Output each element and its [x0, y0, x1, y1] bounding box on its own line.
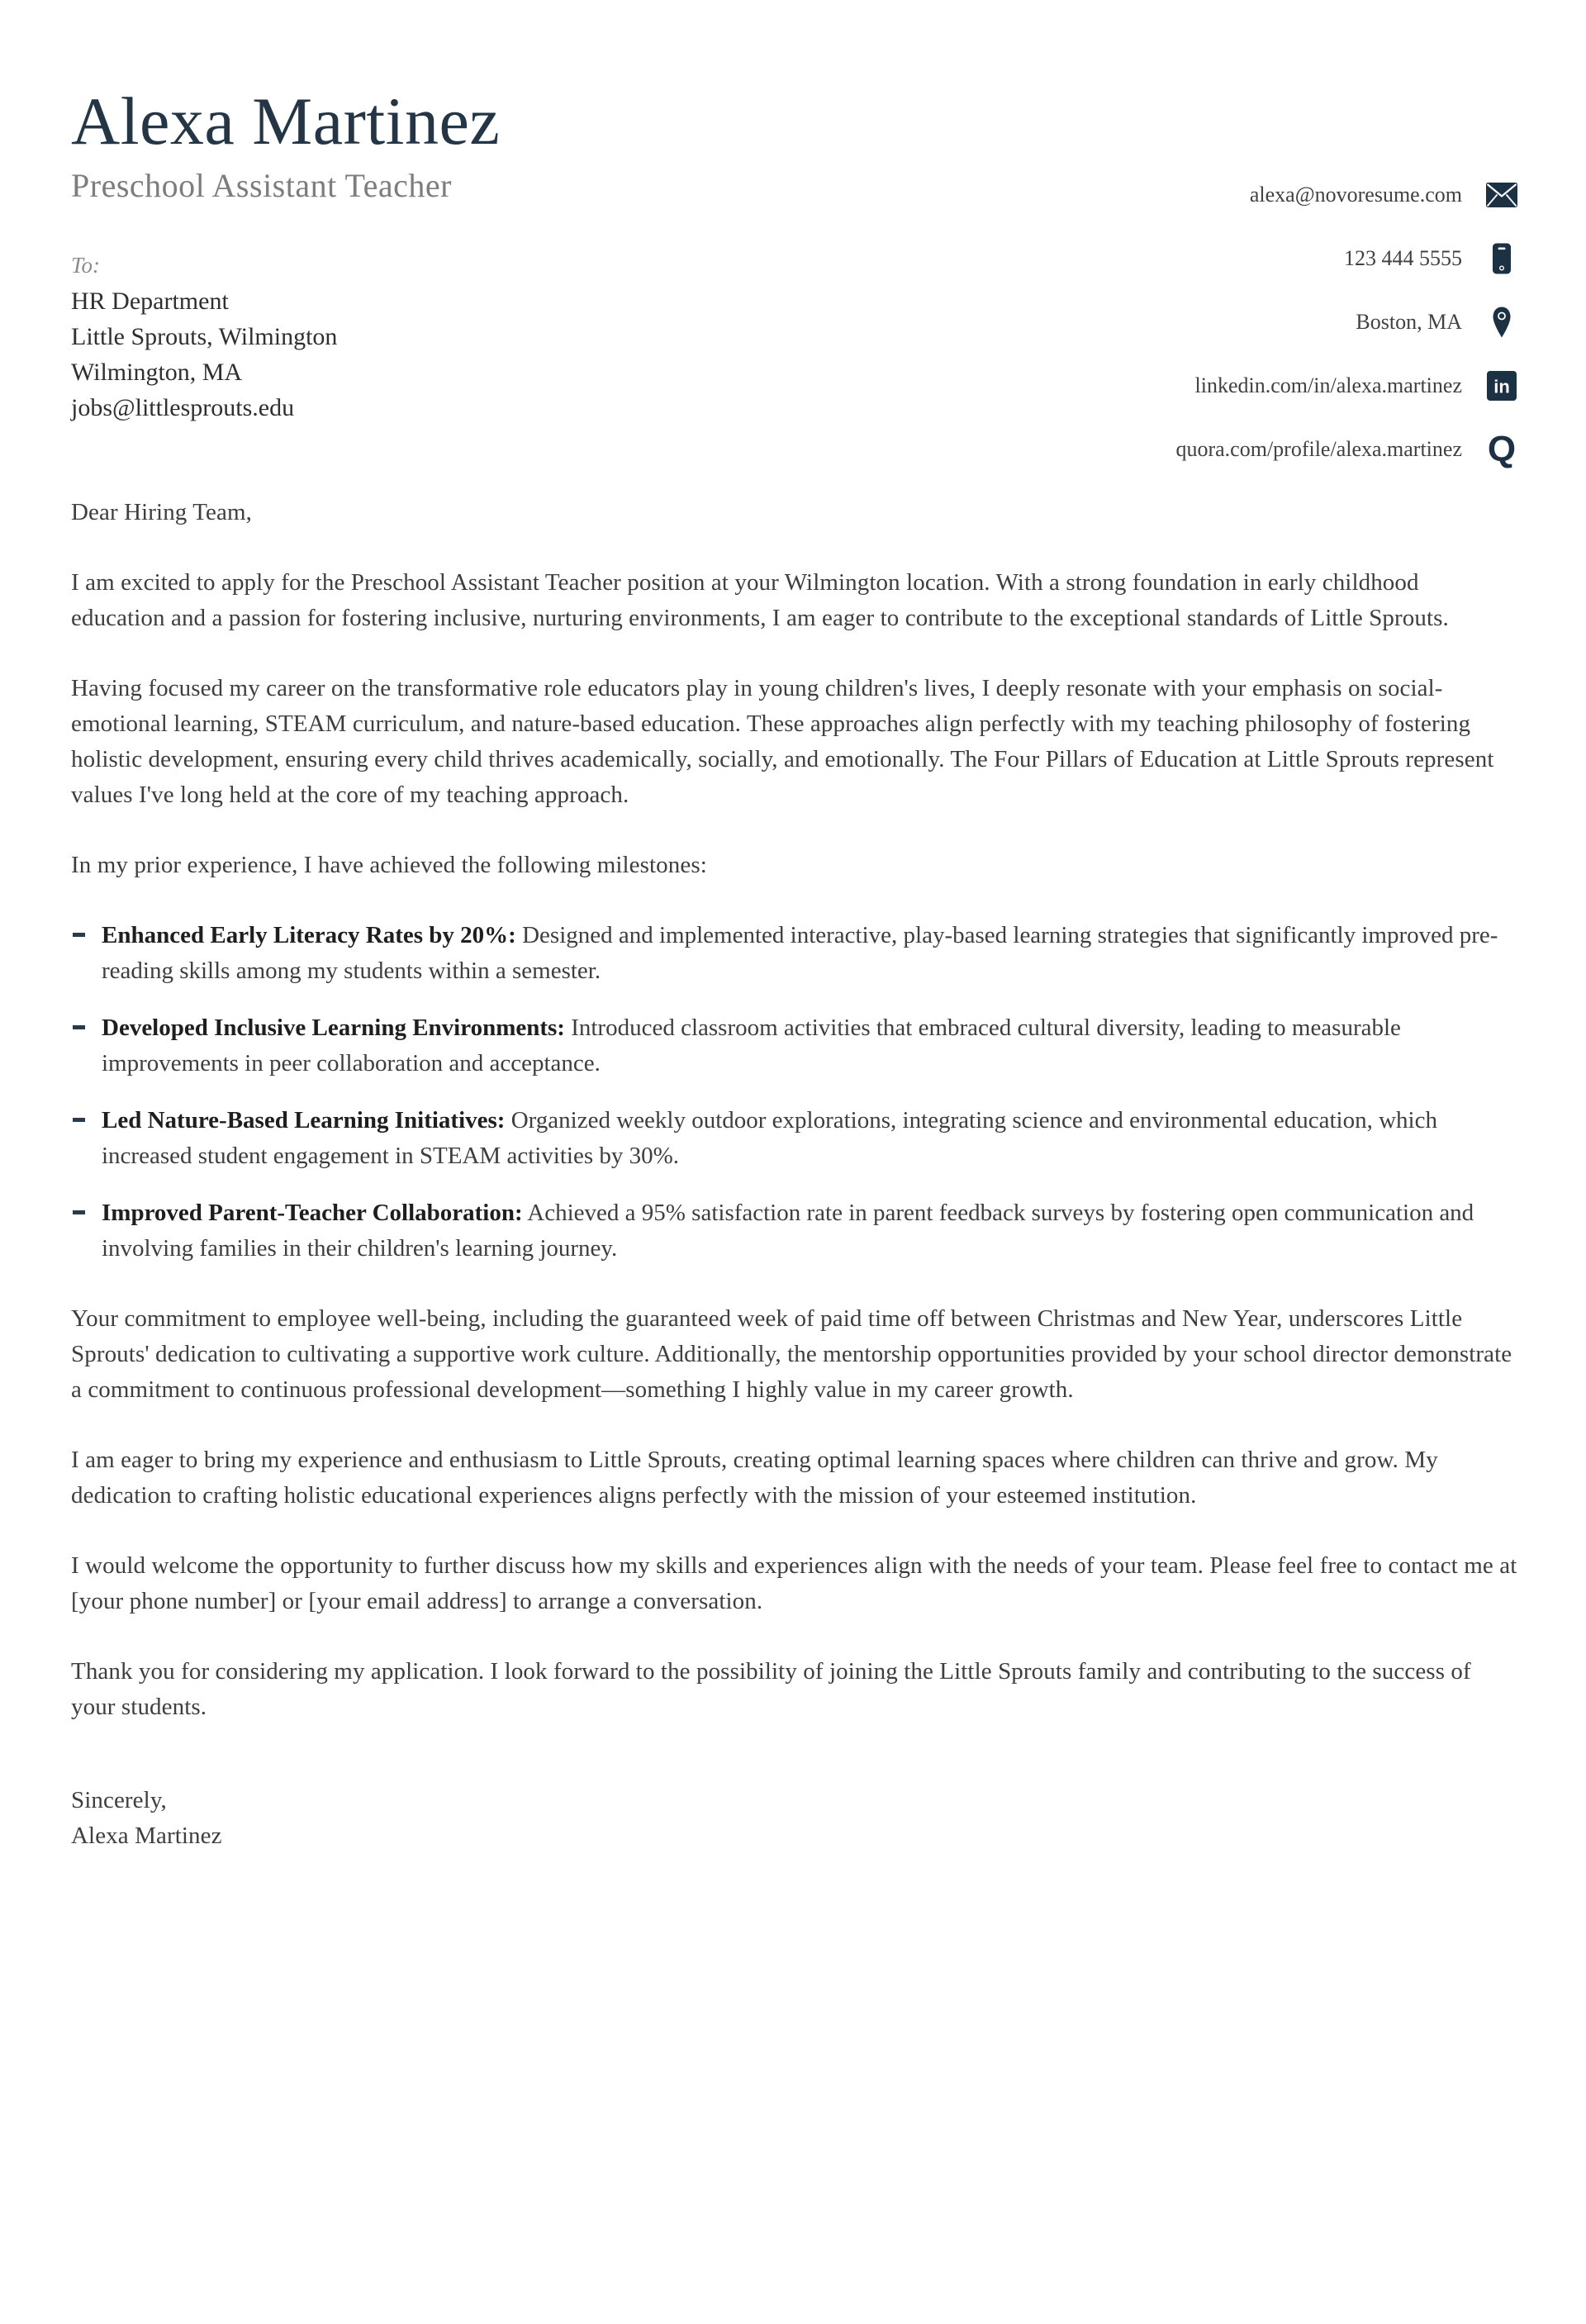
milestone-inclusive — [71, 1010, 1518, 1081]
paragraph-contact: I would welcome the opportunity to further discuss how my skills and experiences align with the needs of your team. Please feel free to contact me at [your phone number] or [your email address] to arrange a conversation. — [71, 1552, 1517, 1614]
phone-value: 123 444 5555 — [1344, 246, 1462, 270]
contact-row-linkedin — [1175, 369, 1518, 402]
contact-list — [1175, 178, 1518, 497]
quora-icon: Q — [1487, 429, 1517, 469]
milestone-lead: Enhanced Early Literacy Rates by 20%: — [102, 921, 516, 948]
signoff-block — [71, 1783, 1518, 1854]
recipient-department: HR Department — [71, 287, 229, 315]
milestone-text: Achieved a 95% satisfaction rate in parent feedback surveys by fostering open communication and involving families in their children's learning journey. — [102, 1199, 1474, 1262]
milestone-nature — [71, 1103, 1518, 1174]
job-title: Preschool Assistant Teacher — [71, 166, 452, 204]
milestone-parents — [71, 1195, 1518, 1267]
milestones-intro: In my prior experience, I have achieved the following milestones: — [71, 851, 707, 878]
quora-value: quora.com/profile/alexa.martinez — [1175, 437, 1462, 461]
recipient-email: jobs@littlesprouts.edu — [71, 393, 295, 421]
linkedin-icon — [1485, 369, 1518, 402]
milestone-text: Organized weekly outdoor explorations, integrating science and environmental education, which increased student engagement in STEAM activities by 30%. — [102, 1106, 1437, 1169]
recipient-city: Wilmington, MA — [71, 358, 243, 386]
contact-row-email — [1175, 178, 1518, 211]
contact-row-phone — [1175, 242, 1518, 275]
paragraph-intro: I am excited to apply for the Preschool Assistant Teacher position at your Wilmington location. With a strong foundation in early childhood education and a passion for fostering inclusive, nurturing environments, I am eager to contribute to the exceptional standards of Little Sprouts. — [71, 568, 1449, 631]
person-name: Alexa Martinez — [71, 83, 501, 159]
signature: Alexa Martinez — [71, 1822, 222, 1849]
milestone-lead: Led Nature-Based Learning Initiatives: — [102, 1106, 506, 1133]
phone-icon — [1485, 242, 1518, 275]
milestone-literacy — [71, 918, 1518, 989]
milestone-list — [71, 918, 1518, 1267]
location-value: Boston, MA — [1356, 310, 1462, 334]
email-value: alexa@novoresume.com — [1249, 183, 1462, 207]
to-label: To: — [71, 252, 101, 278]
milestone-lead: Improved Parent-Teacher Collaboration: — [102, 1199, 523, 1226]
milestone-text: Introduced classroom activities that embraced cultural diversity, leading to measurable improvements in peer collaboration and acceptance. — [102, 1014, 1401, 1076]
paragraph-eagerness: I am eager to bring my experience and enthusiasm to Little Sprouts, creating optimal learning spaces where children can thrive and grow. My dedication to crafting holistic educational experiences aligns perfectly with the mission of your esteemed institution. — [71, 1446, 1438, 1509]
milestone-lead: Developed Inclusive Learning Environments: — [102, 1014, 565, 1041]
recipient-company: Little Sprouts, Wilmington — [71, 322, 338, 350]
svg-text:in: in — [1493, 376, 1510, 397]
email-icon — [1485, 178, 1518, 211]
linkedin-value: linkedin.com/in/alexa.martinez — [1194, 373, 1462, 397]
paragraph-wellbeing: Your commitment to employee well-being, including the guaranteed week of paid time off between Christmas and New Year, underscores Little Sprouts' dedication to cultivating a supportive work culture. Additionally, the mentorship opportunities provided by your school director demonstrate a commitment to continuous professional development—something I highly value in my career growth. — [71, 1305, 1512, 1403]
cover-letter-page — [0, 79, 1586, 2324]
location-icon — [1485, 306, 1518, 339]
signoff: Sincerely, — [71, 1786, 167, 1813]
greeting: Dear Hiring Team, — [71, 498, 252, 525]
contact-row-quora — [1175, 429, 1518, 469]
contact-row-location — [1175, 306, 1518, 339]
paragraph-philosophy: Having focused my career on the transformative role educators play in young children's lives, I deeply resonate with your emphasis on social-emotional learning, STEAM curriculum, and nature-based education. These approaches align perfectly with my teaching philosophy of fostering holistic development, ensuring every child thrives academically, socially, and emotionally. The Four Pillars of Education at Little Sprouts represent values I've long held at the core of my teaching approach. — [71, 674, 1494, 808]
milestone-text: Designed and implemented interactive, play-based learning strategies that significantly improved pre-reading skills among my students within a semester. — [102, 921, 1498, 984]
letter-body — [71, 495, 1518, 1854]
paragraph-thanks: Thank you for considering my application. I look forward to the possibility of joining the Little Sprouts family and contributing to the success of your students. — [71, 1657, 1471, 1720]
